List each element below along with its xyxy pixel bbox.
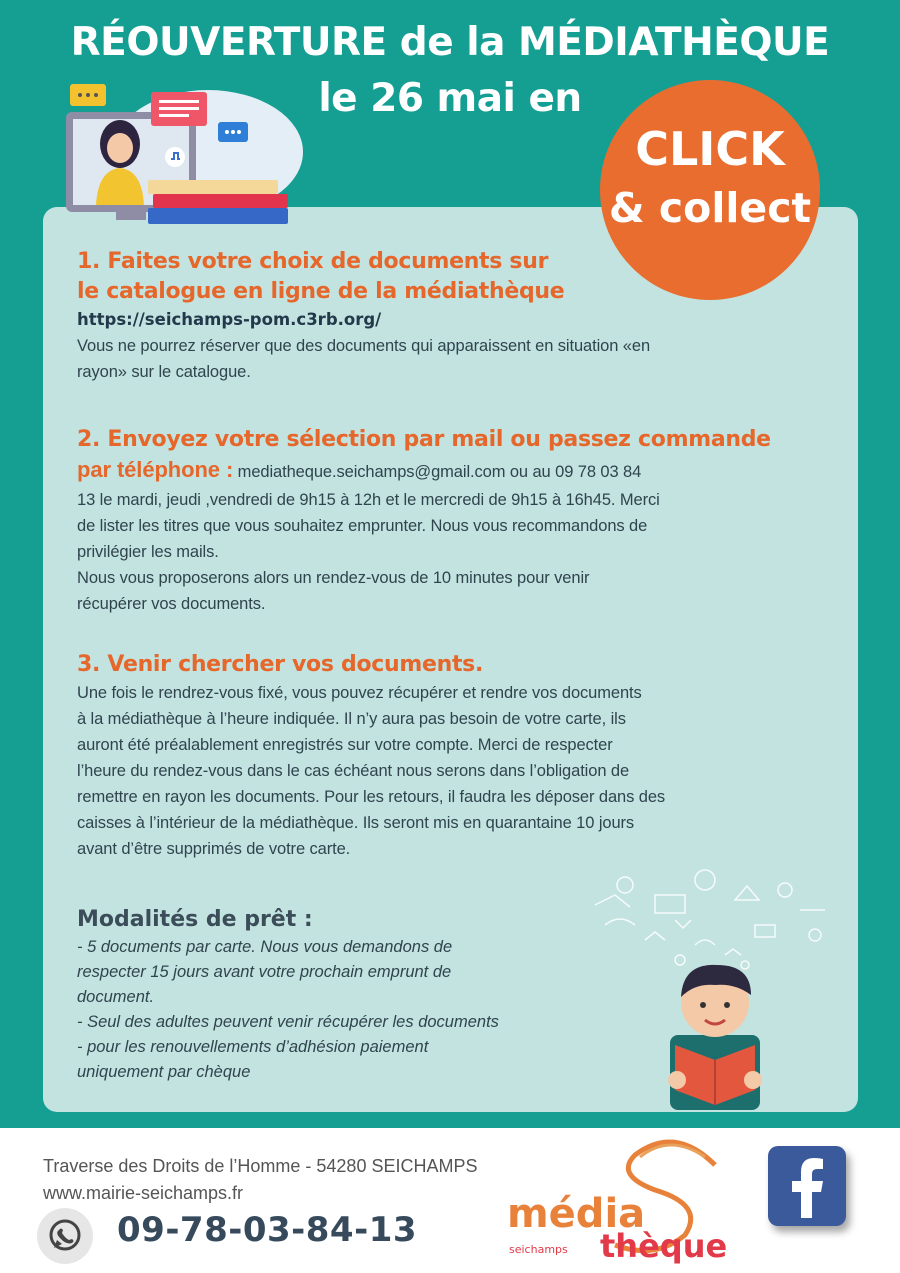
modalites-line-4: - Seul des adultes peuvent venir récupérer les documents: [77, 1013, 499, 1031]
section-2: [77, 425, 837, 617]
footer-address: Traverse des Droits de l’Homme - 54280 SEICHAMPS: [43, 1156, 478, 1176]
footer-website-link[interactable]: www.mairie-seichamps.fr: [43, 1183, 244, 1203]
title-line-1: RÉOUVERTURE de la MÉDIATHÈQUE: [70, 20, 830, 65]
section-2-heading-row: [77, 455, 837, 487]
logo-seichamps-text: seichamps: [509, 1243, 568, 1256]
section-3-heading: 3. Venir chercher vos documents.: [77, 652, 484, 677]
catalogue-link[interactable]: https://seichamps-pom.c3rb.org/: [77, 310, 382, 329]
modalites-line-6: uniquement par chèque: [77, 1063, 251, 1081]
modalites-section: [77, 905, 577, 1085]
whatsapp-icon[interactable]: [37, 1208, 93, 1264]
section-3-text-line-2: à la médiathèque à l’heure indiquée. Il n’y aura pas besoin de votre carte, ils: [77, 710, 626, 728]
modalites-line-3: document.: [77, 988, 155, 1006]
section-3-text-line-6: caisses à l’intérieur de la médiathèque. Ils seront mis en quarantaine 10 jours: [77, 814, 635, 832]
section-1-heading-line-2: le catalogue en ligne de la médiathèque: [77, 279, 565, 304]
section-3-text-line-4: l’heure du rendez-vous dans le cas échéant nous serons dans l’obligation de: [77, 762, 630, 780]
reading-child-illustration: [585, 865, 845, 1110]
badge-collect: & collect: [608, 184, 812, 232]
modalites-line-1: - 5 documents par carte. Nous vous demandons de: [77, 938, 453, 956]
section-2-heading-line-1: 2. Envoyez votre sélection par mail ou passez commande: [77, 427, 771, 452]
section-2-text-line-3: privilégier les mails.: [77, 543, 219, 561]
section-3: [77, 650, 837, 862]
section-3-text-line-7: avant d’être supprimés de votre carte.: [77, 840, 351, 858]
section-2-text-line-5: récupérer vos documents.: [77, 595, 266, 613]
section-1: [77, 247, 837, 385]
section-3-text-line-1: Une fois le rendrez-vous fixé, vous pouvez récupérer et rendre vos documents: [77, 684, 642, 702]
modalites-heading: Modalités de prêt :: [77, 907, 313, 932]
title-line-2: le 26 mai en: [318, 76, 582, 121]
section-1-text-line-1: Vous ne pourrez réserver que des documents qui apparaissent en situation «en: [77, 337, 651, 355]
mediatheque-logo: [505, 1135, 730, 1265]
section-2-text-line-2: de lister les titres que vous souhaitez emprunter. Nous vous recommandons de: [77, 517, 648, 535]
modalites-line-5: - pour les renouvellements d’adhésion paiement: [77, 1038, 429, 1056]
section-3-text-line-5: remettre en rayon les documents. Pour les retours, il faudra les déposer dans des: [77, 788, 666, 806]
section-2-text-line-4: Nous vous proposerons alors un rendez-vous de 10 minutes pour venir: [77, 569, 590, 587]
modalites-line-2: respecter 15 jours avant votre prochain emprunt de: [77, 963, 452, 981]
logo-media-text: média: [507, 1191, 646, 1237]
footer-phone[interactable]: 09-78-03-84-13: [117, 1210, 418, 1250]
section-1-heading-line-1: 1. Faites votre choix de documents sur: [77, 249, 549, 274]
contact-email-phone[interactable]: mediatheque.seichamps@gmail.com ou au 09 78 03 84: [237, 463, 642, 481]
badge-click: CLICK: [635, 122, 785, 176]
section-2-heading-line-2: par téléphone :: [77, 457, 234, 482]
logo-theque-text: thèque: [600, 1227, 728, 1265]
section-3-text-line-3: auront été préalablement enregistrés sur votre compte. Merci de respecter: [77, 736, 613, 754]
section-2-text-line-1: 13 le mardi, jeudi ,vendredi de 9h15 à 12h et le mercredi de 9h15 à 16h45. Merci: [77, 491, 660, 509]
librarian-illustration: [58, 82, 308, 232]
facebook-icon[interactable]: [768, 1146, 846, 1226]
section-1-text-line-2: rayon» sur le catalogue.: [77, 363, 251, 381]
